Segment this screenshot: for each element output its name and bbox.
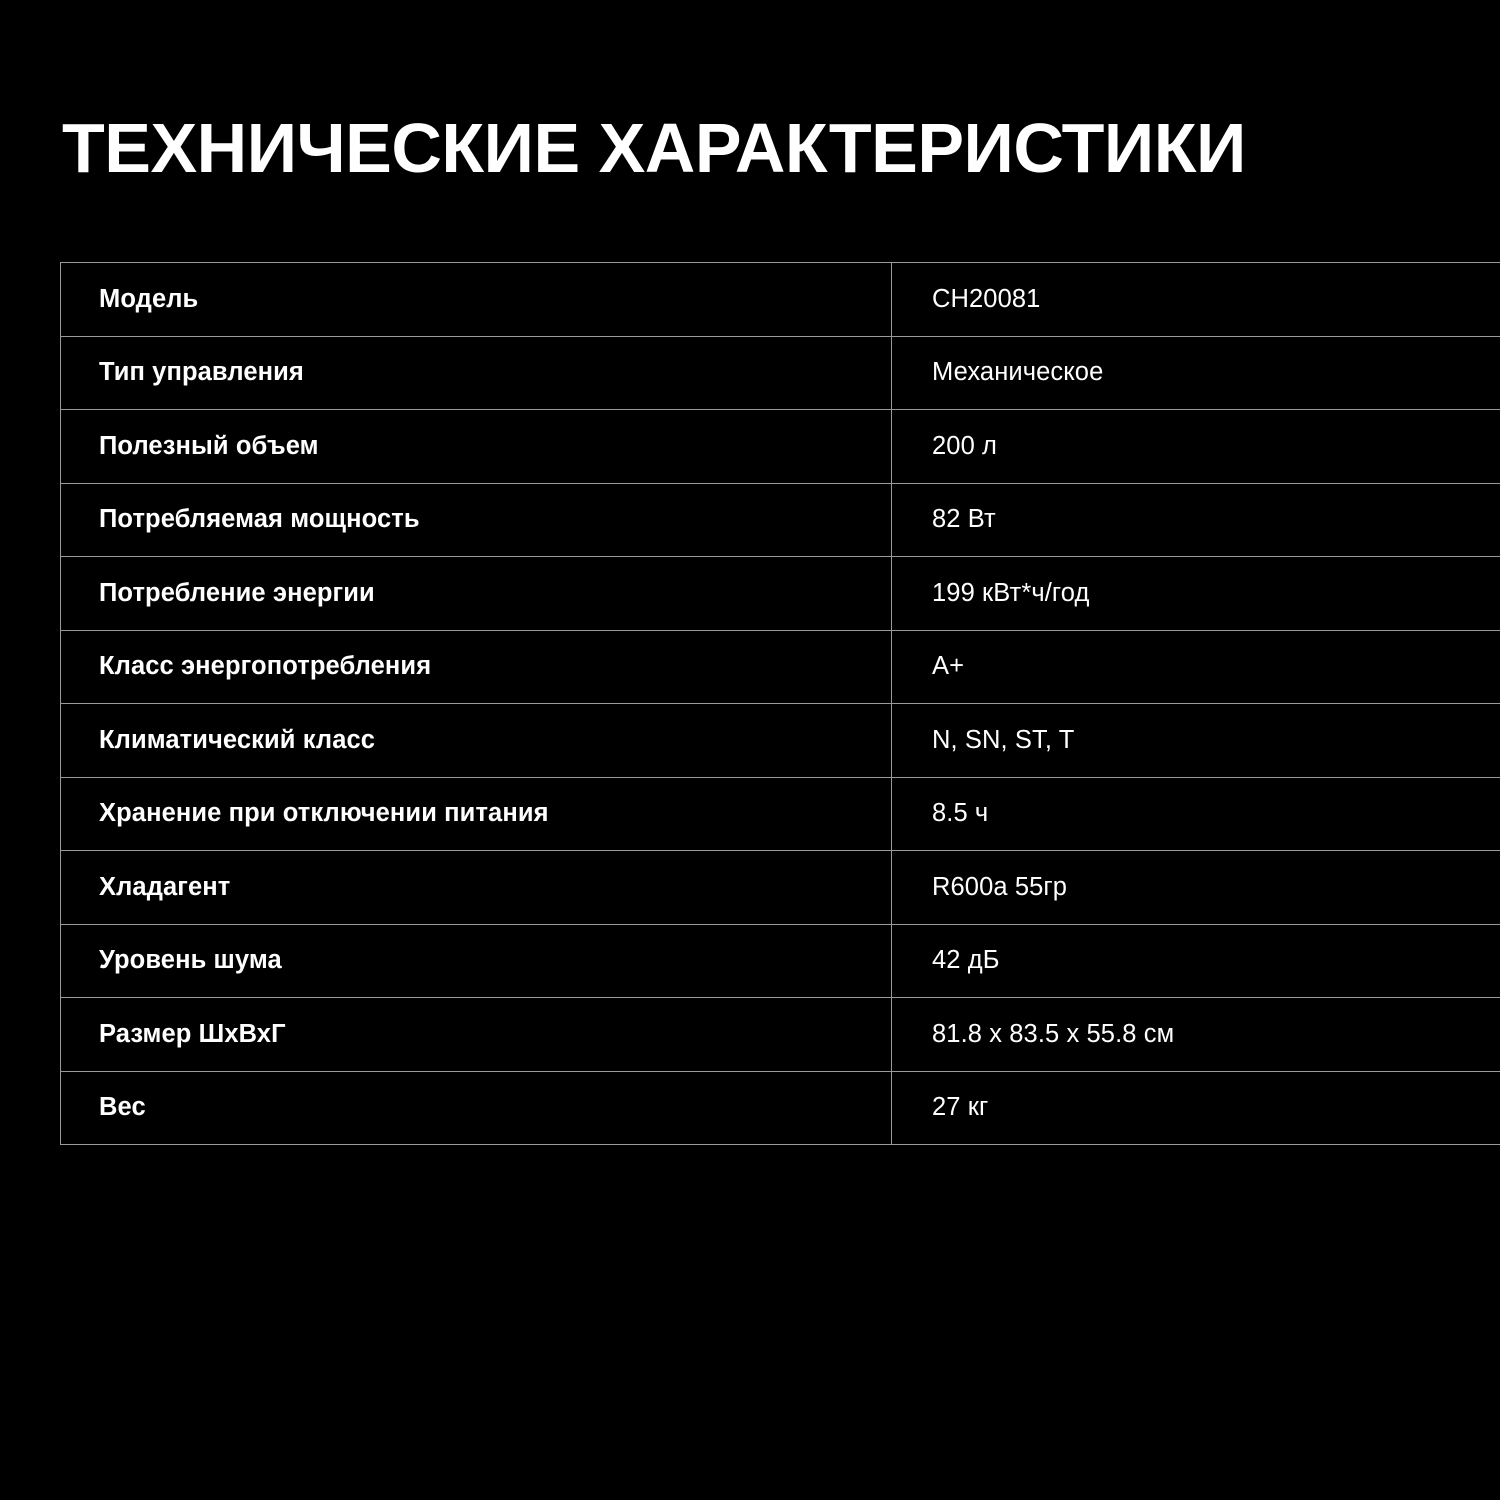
spec-label: Размер ШхВхГ <box>61 998 892 1072</box>
spec-label: Вес <box>61 1071 892 1145</box>
spec-value: A+ <box>892 630 1500 704</box>
table-row <box>61 630 1500 704</box>
table-row <box>61 483 1500 557</box>
spec-value: 8.5 ч <box>892 777 1500 851</box>
spec-value: 82 Вт <box>892 483 1500 557</box>
spec-value: 81.8 x 83.5 x 55.8 см <box>892 998 1500 1072</box>
spec-label: Потребляемая мощность <box>61 483 892 557</box>
spec-value: N, SN, ST, T <box>892 704 1500 778</box>
spec-value: Механическое <box>892 336 1500 410</box>
table-row <box>61 851 1500 925</box>
table-row <box>61 410 1500 484</box>
spec-value: 27 кг <box>892 1071 1500 1145</box>
spec-value: 42 дБ <box>892 924 1500 998</box>
spec-label: Хладагент <box>61 851 892 925</box>
table-row <box>61 998 1500 1072</box>
spec-value: 200 л <box>892 410 1500 484</box>
spec-label: Потребление энергии <box>61 557 892 631</box>
page-title: ТЕХНИЧЕСКИЕ ХАРАКТЕРИСТИКИ <box>62 108 1246 187</box>
table-row <box>61 777 1500 851</box>
spec-label: Климатический класс <box>61 704 892 778</box>
table-row <box>61 704 1500 778</box>
spec-label: Хранение при отключении питания <box>61 777 892 851</box>
specifications-table-body <box>61 263 1500 1145</box>
table-row <box>61 557 1500 631</box>
spec-label: Тип управления <box>61 336 892 410</box>
specifications-table <box>60 262 1500 1145</box>
spec-value: CH20081 <box>892 263 1500 337</box>
table-row <box>61 1071 1500 1145</box>
spec-label: Модель <box>61 263 892 337</box>
spec-label: Уровень шума <box>61 924 892 998</box>
spec-value: 199 кВт*ч/год <box>892 557 1500 631</box>
spec-value: R600a 55гр <box>892 851 1500 925</box>
spec-label: Класс энергопотребления <box>61 630 892 704</box>
table-row <box>61 336 1500 410</box>
table-row <box>61 263 1500 337</box>
spec-label: Полезный объем <box>61 410 892 484</box>
table-row <box>61 924 1500 998</box>
